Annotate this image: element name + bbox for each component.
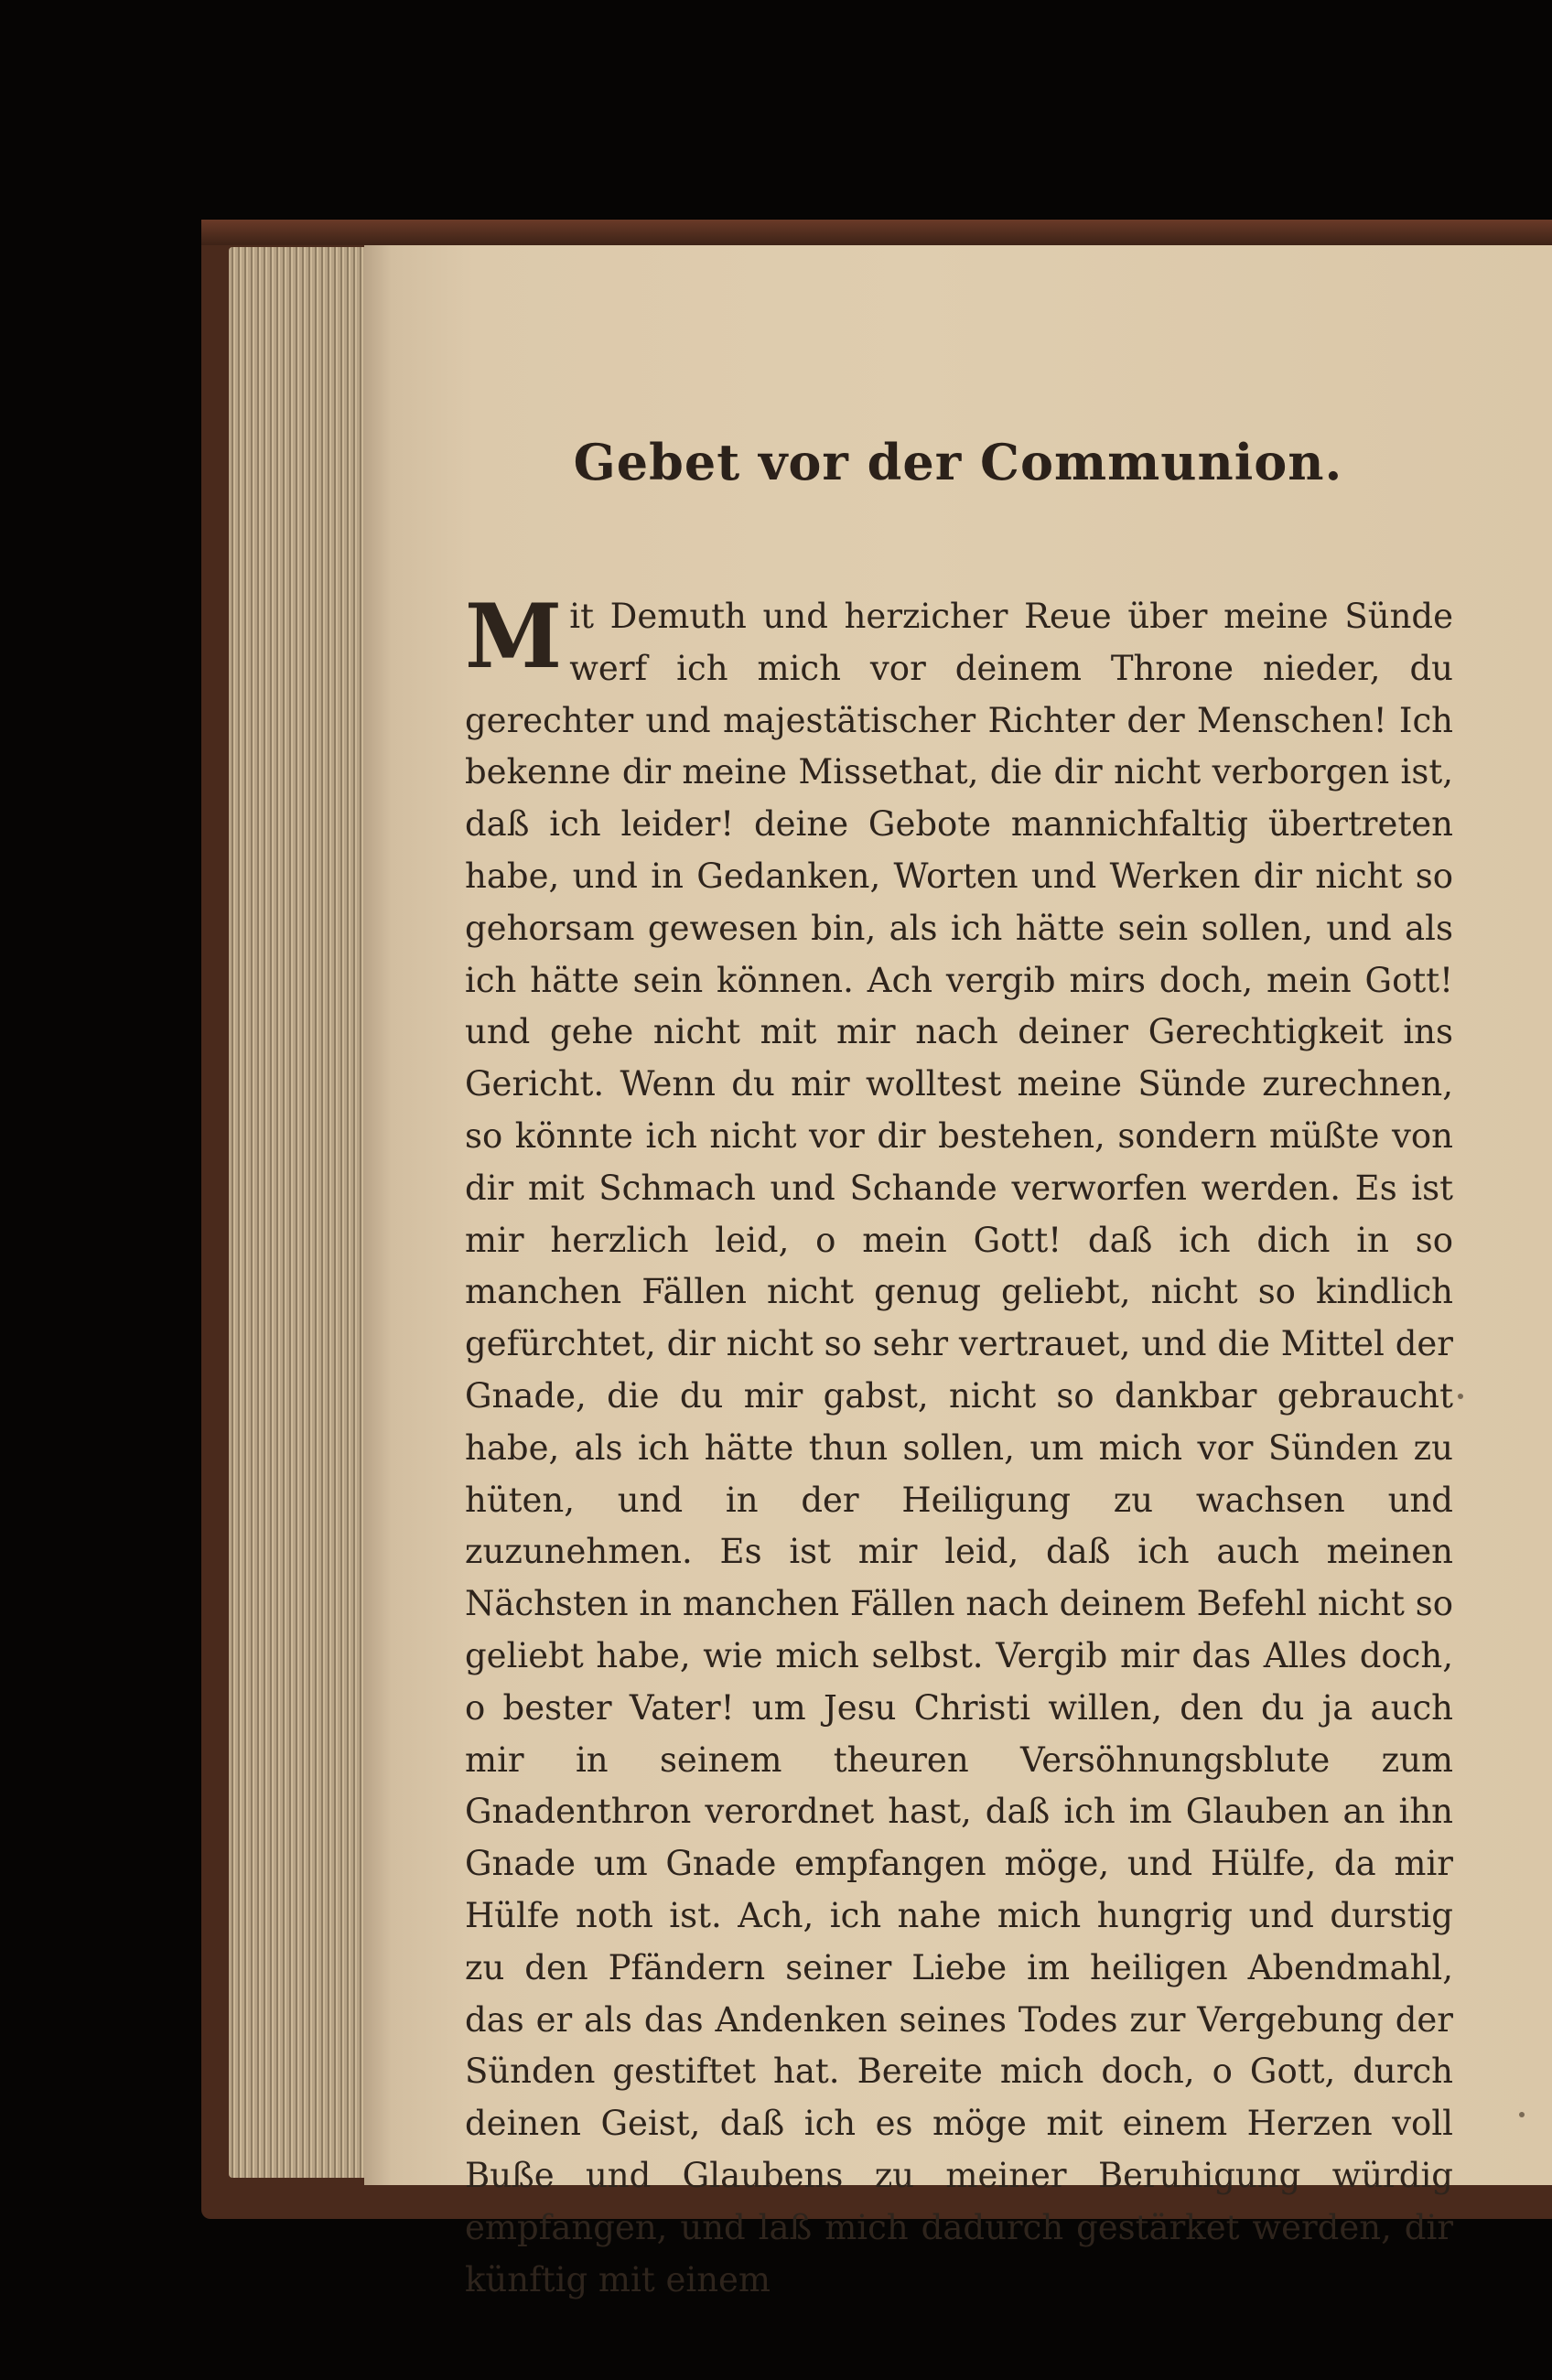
book-page xyxy=(364,245,1552,2299)
cover-top-edge xyxy=(201,220,1552,245)
page-speck xyxy=(1458,1394,1463,1399)
page-title: Gebet vor der Communion. xyxy=(573,433,1343,491)
prayer-text xyxy=(465,585,1453,2306)
page-edges xyxy=(229,247,366,2178)
drop-cap: M xyxy=(465,585,563,688)
page-speck xyxy=(1519,2112,1525,2117)
prayer-body: it Demuth und herzicher Reue über meine Sünde werf ich mich vor deinem Throne nieder, du gerechter und majestätischer Richter der Menschen! Ich bekenne dir meine Missethat, die dir nicht verborgen ist, daß ich leider! deine Gebote mannichfaltig übertreten habe, und in Gedanken, Worten und Werken dir nicht so gehorsam gewesen bin, als ich hätte sein sollen, und als ich hätte sein können. Ach vergib mirs doch, mein Gott! und gehe nicht mit mir nach deiner Gerechtigkeit ins Gericht. Wenn du mir wolltest meine Sünde zurechnen, so könnte ich nicht vor dir bestehen, sondern müßte von dir mit Schmach und Schande verworfen werden. Es ist mir herzlich leid, o mein Gott! daß ich dich in so manchen Fällen nicht genug geliebt, nicht so kindlich gefürchtet, dir nicht so sehr vertrauet, und die Mittel der Gnade, die du mir gabst, nicht so dankbar gebraucht habe, als ich hätte thun sollen, um mich vor Sünden zu hüten, und in der Heiligung zu wachsen und zuzunehmen. Es ist mir leid, daß ich auch meinen Nächsten in manchen Fällen nach deinem Befehl nicht so geliebt habe, wie mich selbst. Vergib mir das Alles doch, o bester Vater! um Jesu Christi willen, den du ja auch mir in seinem theuren Versöhnungsblute zum Gnadenthron verordnet hast, daß ich im Glauben an ihn Gnade um Gnade empfangen möge, und Hülfe, da mir Hülfe noth ist. Ach, ich nahe mich hungrig und durstig zu den Pfändern seiner Liebe im heiligen Abendmahl, das er als das Andenken seines Todes zur Vergebung der Sünden gestiftet hat. Bereite mich doch, o Gott, durch deinen Geist, daß ich es möge mit einem Herzen voll Buße und Glaubens zu meiner Beruhigung würdig empfangen, und laß mich dadurch gestärket werden, dir künftig mit einem xyxy=(465,597,1453,2299)
